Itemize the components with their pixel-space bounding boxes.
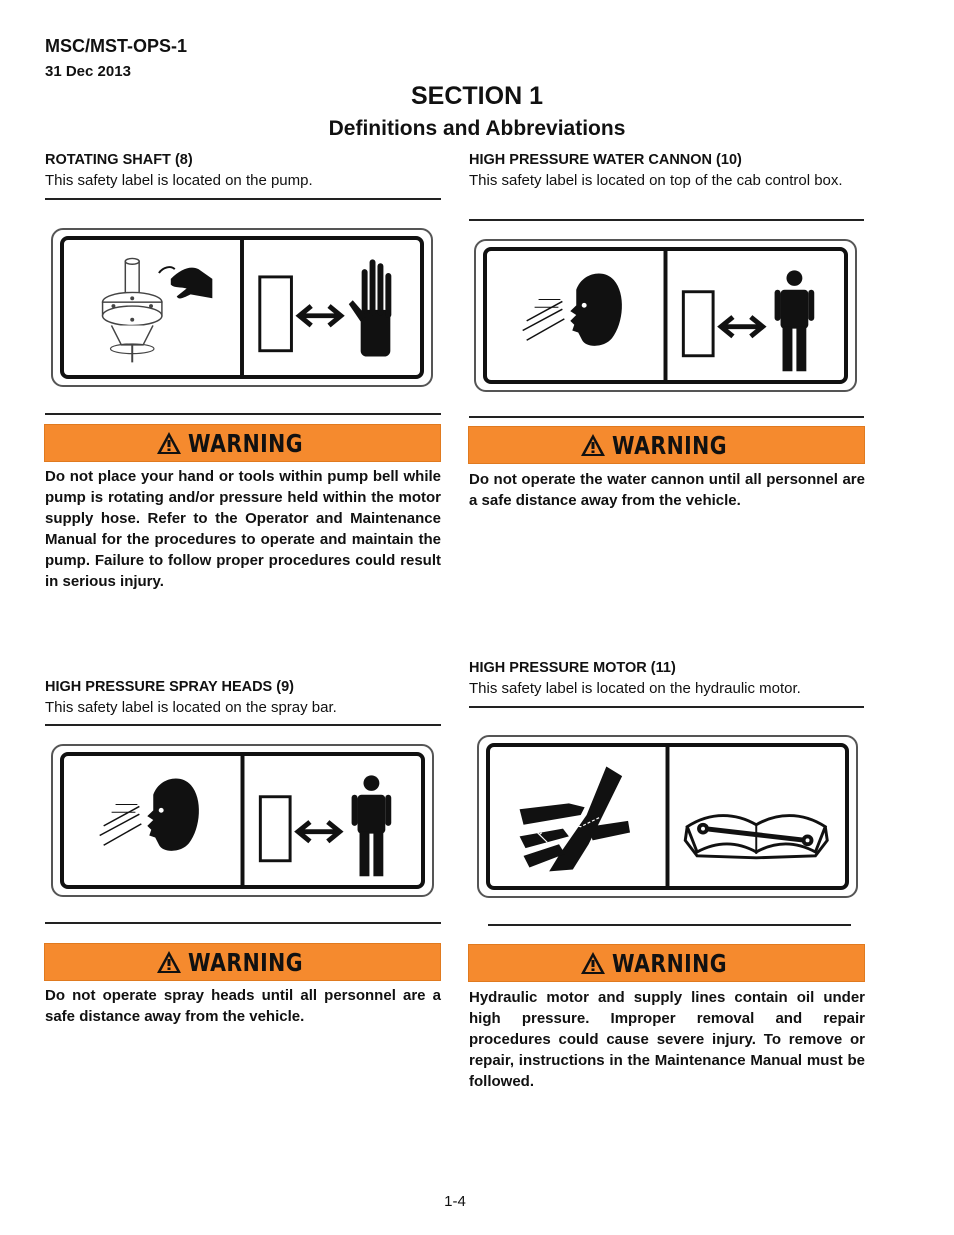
warning-word: WARNING [188, 947, 304, 977]
warning-text: Do not operate spray heads until all personnel are a safe distance away from the vehicle. [45, 987, 441, 1025]
item-title: HIGH PRESSURE MOTOR (11) [469, 660, 676, 676]
item-water-cannon [469, 150, 865, 191]
divider [45, 198, 441, 200]
divider [45, 724, 441, 726]
person-icon [352, 775, 392, 876]
document-id: MSC/MST-OPS-1 [45, 36, 188, 56]
warning-word: WARNING [188, 428, 304, 458]
item-spray-heads [45, 677, 441, 718]
divider [469, 416, 864, 418]
divider [469, 706, 864, 708]
item-description: This safety label is located on top of the cab control box. [469, 172, 843, 189]
section-heading: SECTION 1 [411, 82, 543, 110]
warning-banner [468, 426, 865, 464]
warning-triangle-icon [580, 433, 606, 457]
divider [45, 922, 441, 924]
item-description: This safety label is located on the pump. [45, 172, 313, 189]
warning-word: WARNING [612, 948, 728, 978]
divider [469, 219, 864, 221]
keep-away-arrow-icon [299, 306, 341, 325]
item-description: This safety label is located on the spray bar. [45, 699, 337, 716]
warning-banner [44, 943, 441, 981]
manual-wrench-icon [685, 816, 827, 858]
item-rotating-shaft [45, 150, 441, 191]
person-icon [775, 270, 815, 371]
warning-text: Do not operate the water cannon until all personnel are a safe distance away from the vehicle. [469, 471, 865, 509]
safety-label-water-cannon [474, 239, 857, 392]
warning-banner [44, 424, 441, 462]
spray-head-icon [64, 756, 421, 885]
item-title: ROTATING SHAFT (8) [45, 152, 193, 168]
warning-triangle-icon [580, 951, 606, 975]
item-title: HIGH PRESSURE SPRAY HEADS (9) [45, 679, 294, 695]
rotating-shaft-icon [64, 240, 420, 375]
item-title: HIGH PRESSURE WATER CANNON (10) [469, 152, 742, 168]
warning-text: Hydraulic motor and supply lines contain oil under high pressure. Improper removal and repair procedures could cause severe injury. To remove or repair, instructions in the Maintenance Manual must be followed. [469, 989, 865, 1090]
warning-triangle-icon [156, 431, 182, 455]
hose-injection-icon [520, 766, 630, 871]
divider [45, 413, 441, 415]
hand-icon [349, 259, 392, 356]
page-number: 1-4 [444, 1193, 466, 1210]
warning-banner [468, 944, 865, 982]
item-pressure-motor [469, 658, 865, 699]
spray-head-icon [487, 251, 844, 380]
safety-label-rotating-shaft [51, 228, 433, 387]
warning-triangle-icon [156, 950, 182, 974]
item-description: This safety label is located on the hydraulic motor. [469, 680, 801, 697]
section-title: Definitions and Abbreviations [328, 117, 626, 140]
warning-text: Do not place your hand or tools within pump bell while pump is rotating and/or pressure held within the motor supply hose. Refer to the Operator and Maintenance Manual for the procedures to operate and maintain the pump. Failure to follow proper procedures could result in serious injury. [45, 468, 441, 590]
document-date: 31 Dec 2013 [45, 63, 131, 80]
safety-label-spray-heads [51, 744, 434, 897]
divider [488, 924, 851, 926]
warning-word: WARNING [612, 430, 728, 460]
safety-label-pressure-motor [477, 735, 858, 898]
